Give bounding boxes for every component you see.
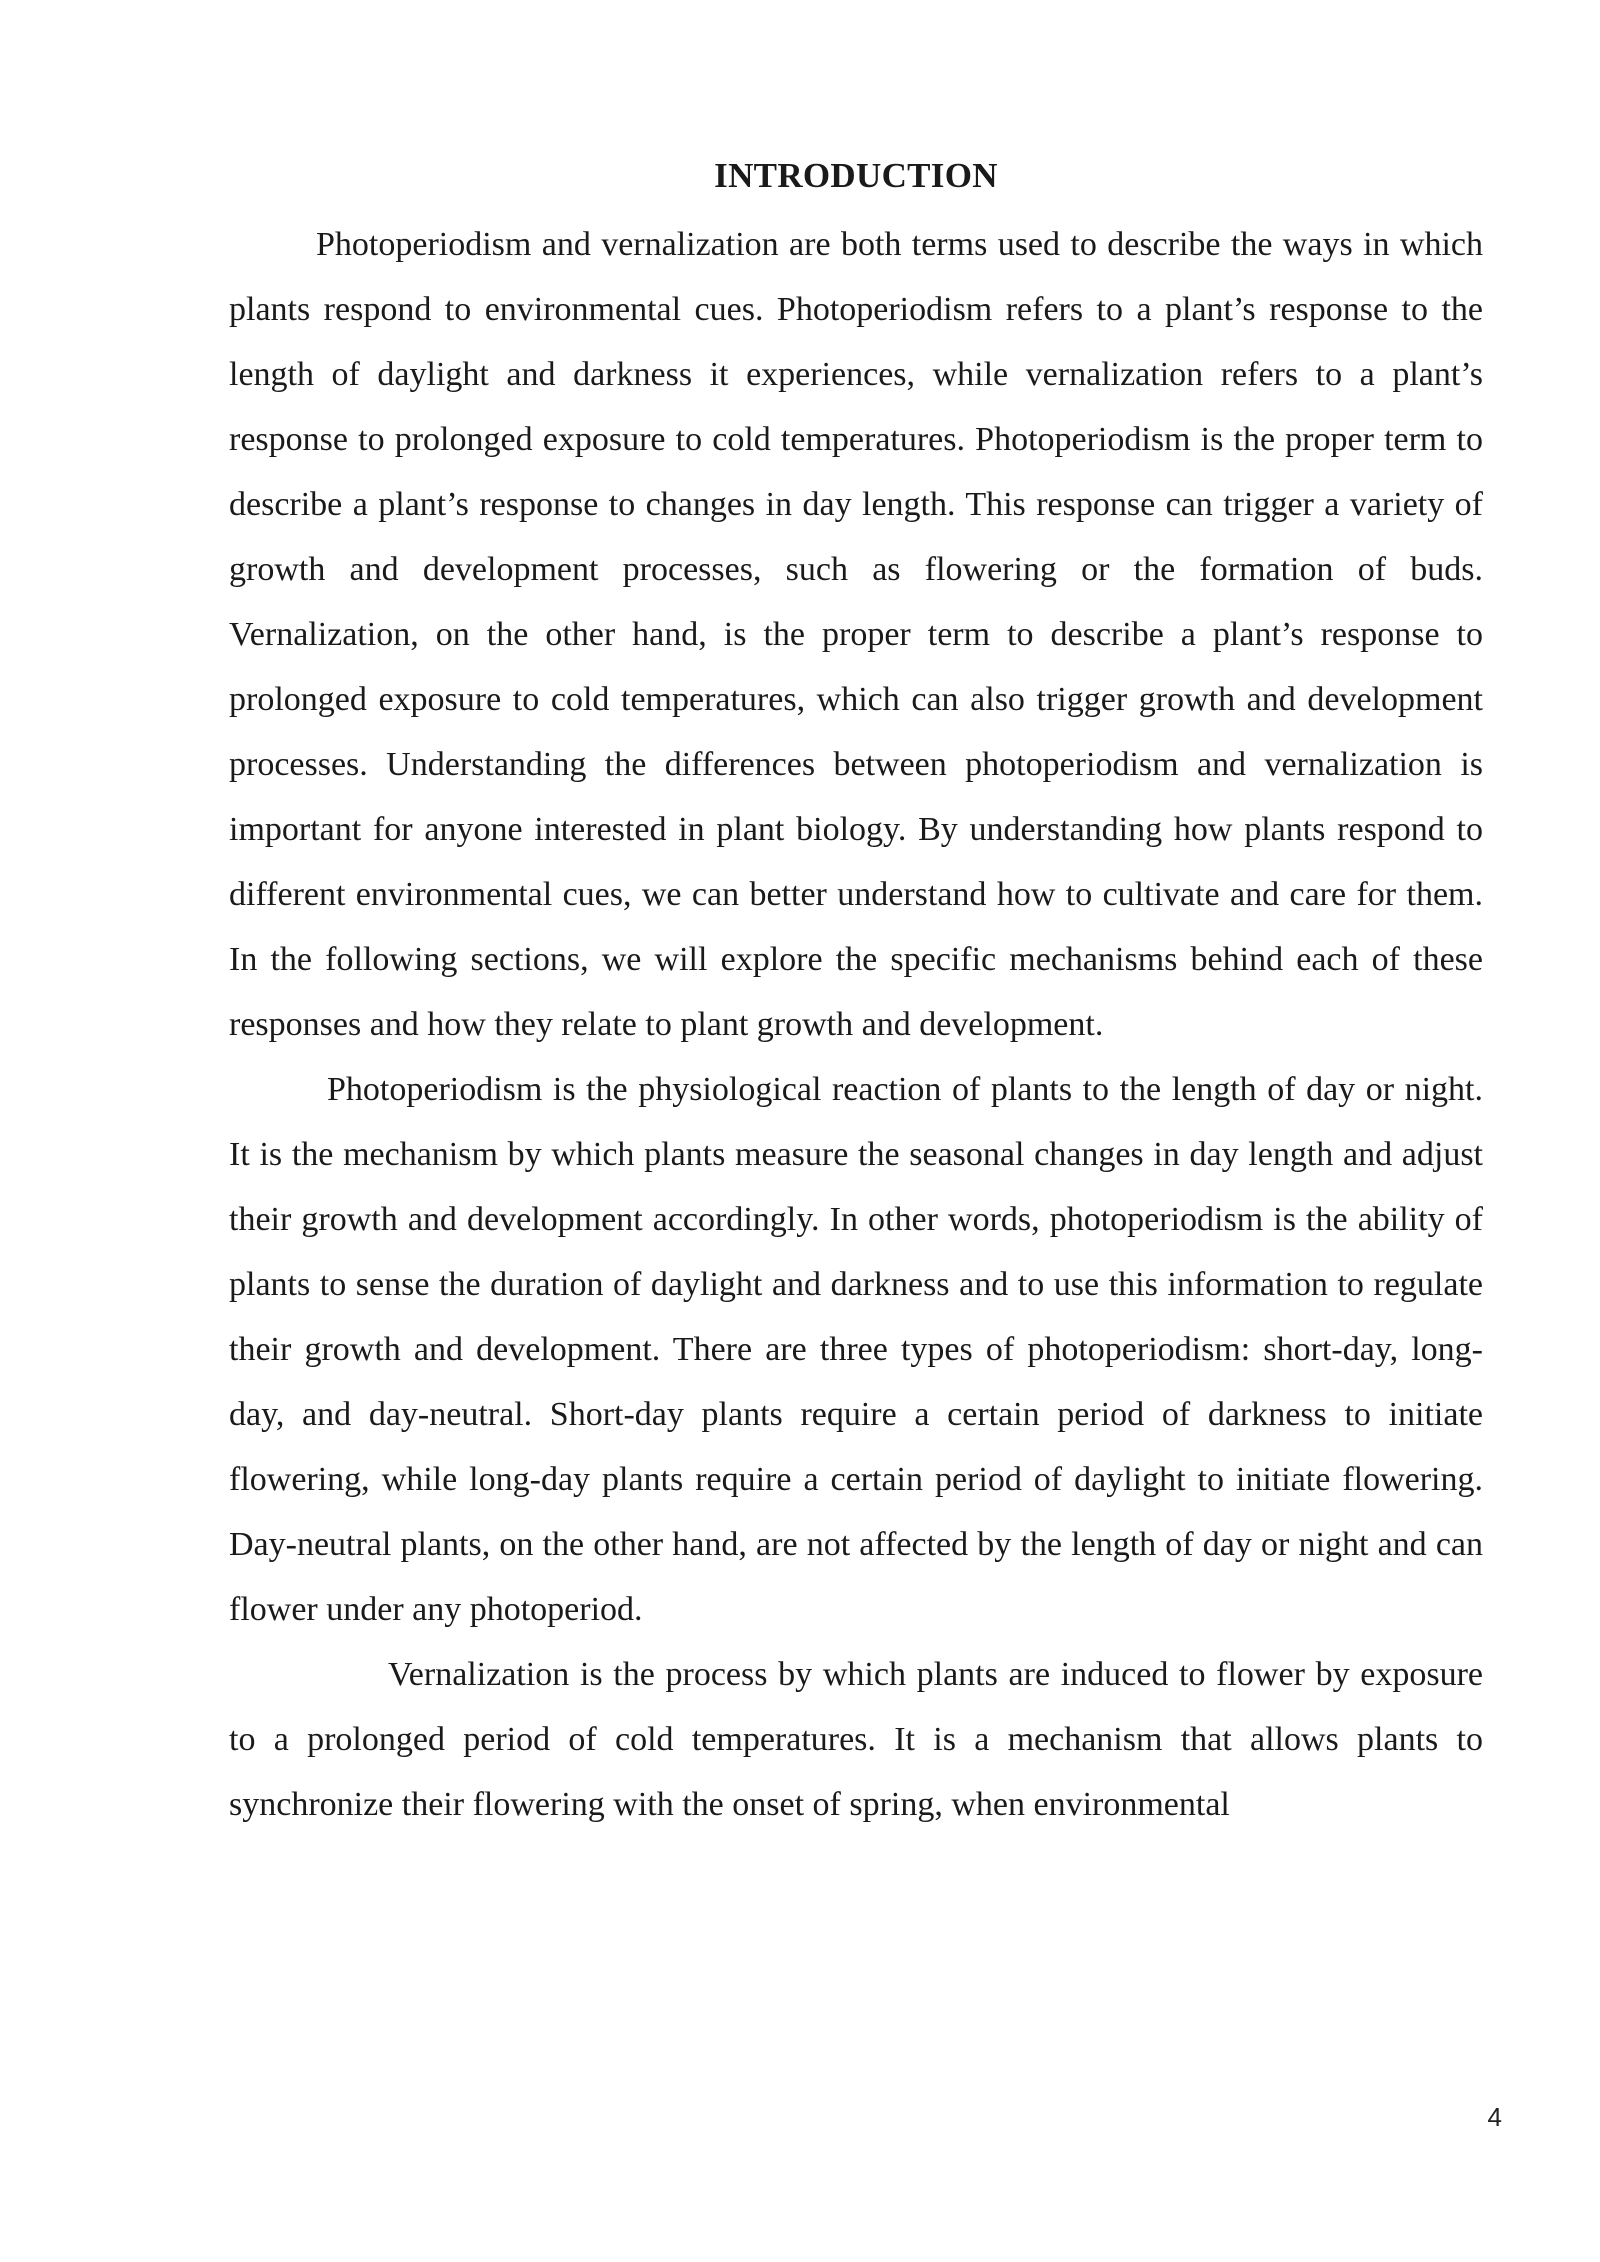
- paragraph-vernalization: Vernalization is the process by which plants are induced to flower by exposure to a prolonged period of cold temperatures. It is a mechanism that allows plants to synchronize their flowering with the onset of spring, when environmental: [229, 1656, 1483, 1823]
- page-number: 4: [1487, 2102, 1502, 2132]
- paragraph-introduction: Photoperiodism and vernalization are both terms used to describe the ways in which plants respond to environmental cues. Photoperiodism refers to a plant’s response to the length of daylight and darkness it experiences, while vernalization refers to a plant’s response to prolonged exposure to cold temperatures. Photoperiodism is the proper term to describe a plant’s response to changes in day length. This response can trigger a variety of growth and development processes, such as flowering or the formation of buds. Vernalization, on the other hand, is the proper term to describe a plant’s response to prolonged exposure to cold temperatures, which can also trigger growth and development processes. Understanding the differences between photoperiodism and vernalization is important for anyone interested in plant biology. By understanding how plants respond to different environmental cues, we can better understand how to cultivate and care for them. In the following sections, we will explore the specific mechanisms behind each of these responses and how they relate to plant growth and development.: [229, 226, 1483, 1043]
- section-heading: INTRODUCTION: [714, 156, 998, 195]
- page-content: [229, 150, 1483, 1837]
- paragraph-photoperiodism: Photoperiodism is the physiological reaction of plants to the length of day or night. It is the mechanism by which plants measure the seasonal changes in day length and adjust their growth and development accordingly. In other words, photoperiodism is the ability of plants to sense the duration of daylight and darkness and to use this information to regulate their growth and development. There are three types of photoperiodism: short-day, long-day, and day-neutral. Short-day plants require a certain period of darkness to initiate flowering, while long-day plants require a certain period of daylight to initiate flowering. Day-neutral plants, on the other hand, are not affected by the length of day or night and can flower under any photoperiod.: [229, 1071, 1483, 1628]
